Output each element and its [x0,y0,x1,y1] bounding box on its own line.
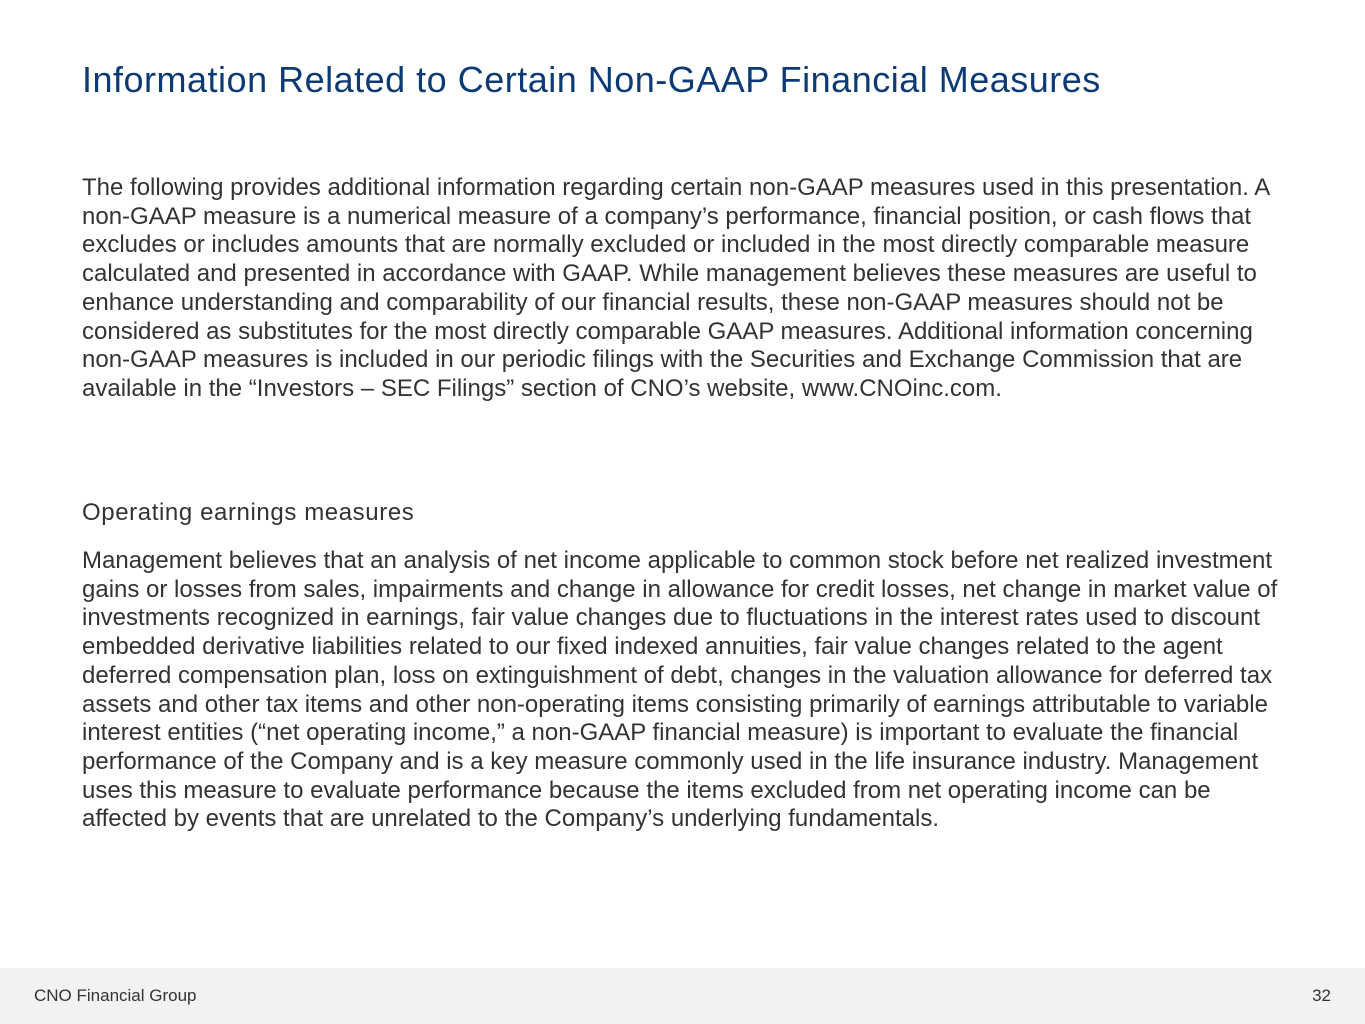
slide-title: Information Related to Certain Non-GAAP Financial Measures [82,59,1101,100]
section-heading: Operating earnings measures [82,499,415,526]
page-number: 32 [1312,986,1331,1005]
footer-company-name: CNO Financial Group [34,986,197,1005]
slide-footer [0,968,1365,1024]
operating-earnings-paragraph: Management believes that an analysis of net income applicable to common stock before net realized investment gains or losses from sales, impairments and change in allowance for credit losses, net change in market value of investments recognized in earnings, fair value changes due to fluctuations in the interest rates used to discount embedded derivative liabilities related to our fixed indexed annuities, fair value changes related to the agent deferred compensation plan, loss on extinguishment of debt, changes in the valuation allowance for deferred tax assets and other tax items and other non-operating items consisting primarily of earnings attributable to variable interest entities (“net operating income,” a non-GAAP financial measure) is important to evaluate the financial performance of the Company and is a key measure commonly used in the life insurance industry. Management uses this measure to evaluate performance because the items excluded from net operating income can be affected by events that are unrelated to the Company’s underlying fundamentals. [82,547,1278,833]
intro-paragraph: The following provides additional information regarding certain non-GAAP measures used in this presentation. A non-GAAP measure is a numerical measure of a company’s performance, financial position, or cash flows that excludes or includes amounts that are normally excluded or included in the most directly comparable measure calculated and presented in accordance with GAAP. While management believes these measures are useful to enhance understanding and comparability of our financial results, these non-GAAP measures should not be considered as substitutes for the most directly comparable GAAP measures. Additional information concerning non-GAAP measures is included in our periodic filings with the Securities and Exchange Commission that are available in the “Investors – SEC Filings” section of CNO’s website, www.CNOinc.com. [82,174,1269,402]
